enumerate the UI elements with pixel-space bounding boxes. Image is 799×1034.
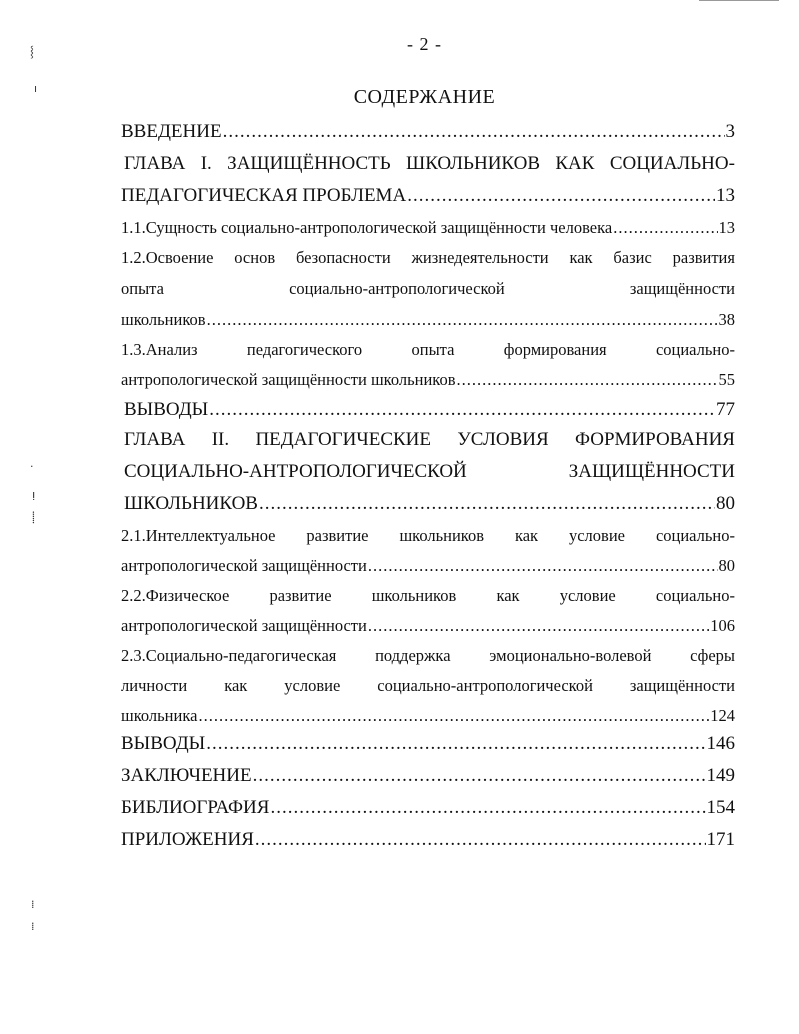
word: ЗАЩИЩЁННОСТИ — [568, 461, 735, 482]
toc-appendix — [121, 828, 735, 854]
dot-leader — [259, 492, 715, 516]
word: 1.3.Анализ — [121, 340, 198, 359]
toc-entry-page: 106 — [710, 616, 735, 635]
word: УСЛОВИЯ — [457, 429, 549, 450]
toc-section-1-2 — [121, 246, 735, 272]
toc-entry-text: ПРИЛОЖЕНИЯ — [121, 829, 254, 850]
word: формирования — [503, 340, 607, 359]
toc-section-2-1-end — [121, 554, 735, 580]
word: школьников — [371, 586, 457, 605]
word: условие — [568, 526, 625, 545]
toc-chapter-2-heading-end — [124, 492, 735, 518]
dot-leader — [457, 368, 718, 392]
scan-edge-rule — [699, 0, 779, 1]
word: условие — [284, 676, 341, 695]
word: как — [224, 676, 248, 695]
toc-entry-page: 80 — [716, 493, 735, 514]
word: опыта — [411, 340, 455, 359]
dot-leader — [407, 184, 715, 208]
word: опыта — [121, 279, 164, 298]
toc-conclusions-1 — [124, 398, 735, 424]
dot-leader — [253, 764, 706, 788]
scan-speck: ⁞ — [31, 898, 35, 911]
word: развитие — [269, 586, 332, 605]
word: ЗАЩИЩЁННОСТЬ — [227, 153, 391, 174]
toc-entry-text: школьника — [121, 706, 198, 725]
word: социально- — [655, 340, 735, 359]
toc-entry-text: антропологической защищённости — [121, 616, 367, 635]
toc-section-2-2 — [121, 584, 735, 610]
toc-section-2-3-end — [121, 704, 735, 730]
word: защищённости — [629, 676, 735, 695]
toc-entry-page: 80 — [718, 556, 735, 575]
toc-entry-text: ВЫВОДЫ — [121, 733, 206, 754]
word: основ — [234, 248, 276, 267]
word: педагогического — [246, 340, 363, 359]
word: 1.2.Освоение — [121, 248, 214, 267]
toc-section-1-2-end — [121, 308, 735, 334]
dot-leader — [255, 828, 706, 852]
dot-leader — [207, 308, 718, 332]
toc-entry-text: ШКОЛЬНИКОВ — [124, 493, 258, 514]
word: развитие — [306, 526, 369, 545]
toc-entry-page: 124 — [710, 706, 735, 725]
scan-speck: ⸾ — [30, 45, 34, 58]
word: как — [496, 586, 520, 605]
toc-entry-text: ЗАКЛЮЧЕНИЕ — [121, 765, 252, 786]
toc-conclusion — [121, 764, 735, 790]
toc-entry-page: 77 — [716, 399, 735, 420]
word: СОЦИАЛЬНО-АНТРОПОЛОГИЧЕСКОЙ — [124, 461, 467, 482]
toc-entry-page: 13 — [716, 185, 735, 206]
word: социально- — [655, 526, 735, 545]
scan-speck: ⁞ — [31, 920, 35, 933]
word: ШКОЛЬНИКОВ — [406, 153, 541, 174]
toc-entry-text: школьников — [121, 310, 206, 329]
word: социально-антропологической — [377, 676, 593, 695]
word: 2.2.Физическое — [121, 586, 230, 605]
scan-speck: ı — [34, 82, 38, 95]
toc-entry-page: 55 — [718, 370, 735, 389]
toc-section-1-1 — [121, 216, 735, 242]
toc-entry-text: ПЕДАГОГИЧЕСКАЯ ПРОБЛЕМА — [121, 185, 407, 206]
word: базис — [613, 248, 652, 267]
toc-entry-text: ВВЕДЕНИЕ — [121, 121, 222, 142]
toc-bibliography — [121, 796, 735, 822]
toc-section-2-3-cont — [121, 674, 735, 700]
toc-entry-text: БИБЛИОГРАФИЯ — [121, 797, 270, 818]
toc-chapter-1-heading-cont — [121, 184, 735, 210]
word: ПЕДАГОГИЧЕСКИЕ — [255, 429, 432, 450]
word: личности — [121, 676, 188, 695]
dot-leader — [270, 796, 705, 820]
toc-entry-page: 38 — [718, 310, 735, 329]
dot-leader — [223, 120, 725, 144]
word: школьников — [399, 526, 484, 545]
toc-section-1-3 — [121, 338, 735, 364]
word: как — [569, 248, 593, 267]
word: защищённости — [629, 279, 735, 298]
word: социально- — [655, 586, 735, 605]
toc-section-1-2-cont — [121, 277, 735, 303]
toc-entry-page: 149 — [706, 765, 735, 786]
word: ГЛАВА — [124, 429, 186, 450]
toc-entry-text: антропологической защищённости — [121, 556, 367, 575]
dot-leader — [206, 732, 705, 756]
toc-section-2-1 — [121, 524, 735, 550]
word: КАК — [555, 153, 595, 174]
toc-entry-text: 1.1.Сущность социально-антропологической защищённости человека — [121, 218, 613, 237]
page-title: СОДЕРЖАНИЕ — [353, 86, 496, 108]
toc-chapter-2-heading — [124, 428, 735, 454]
word: 2.1.Интеллектуальное — [121, 526, 276, 545]
word: как — [514, 526, 539, 545]
toc-conclusions-2 — [121, 732, 735, 758]
toc-section-1-3-end — [121, 368, 735, 394]
toc-chapter-2-heading-cont — [124, 460, 735, 486]
page-number: - 2 - — [407, 34, 442, 54]
scan-speck: ⵑ — [32, 490, 36, 503]
toc-entry-page: 154 — [706, 797, 735, 818]
toc-entry-page: 171 — [706, 829, 735, 850]
toc-entry-page: 3 — [725, 121, 735, 142]
toc-entry-intro — [121, 120, 735, 146]
toc-section-2-2-end — [121, 614, 735, 640]
dot-leader — [209, 398, 715, 422]
dot-leader — [368, 554, 718, 578]
toc-entry-page: 13 — [718, 218, 735, 237]
scan-speck: ⸽ — [32, 511, 35, 524]
dot-leader — [198, 704, 709, 728]
word: сферы — [690, 646, 735, 665]
word: жизнедеятельности — [411, 248, 549, 267]
toc-entry-text: ВЫВОДЫ — [124, 399, 209, 420]
word: ГЛАВА — [124, 153, 186, 174]
word: II. — [211, 429, 230, 450]
word: ФОРМИРОВАНИЯ — [575, 429, 735, 450]
dot-leader — [368, 614, 709, 638]
word: 2.3.Социально-педагогическая — [121, 646, 337, 665]
scan-speck: · — [30, 460, 34, 473]
toc-section-2-3 — [121, 644, 735, 670]
dot-leader — [613, 216, 717, 240]
word: эмоционально-волевой — [489, 646, 652, 665]
word: социально-антропологической — [289, 279, 505, 298]
word: СОЦИАЛЬНО- — [609, 153, 735, 174]
toc-entry-text: антропологической защищённости школьников — [121, 370, 456, 389]
word: развития — [672, 248, 735, 267]
toc-chapter-1-heading — [124, 152, 735, 178]
toc-entry-page: 146 — [706, 733, 735, 754]
word: условие — [559, 586, 616, 605]
word: I. — [200, 153, 212, 174]
word: безопасности — [295, 248, 391, 267]
word: поддержка — [375, 646, 451, 665]
